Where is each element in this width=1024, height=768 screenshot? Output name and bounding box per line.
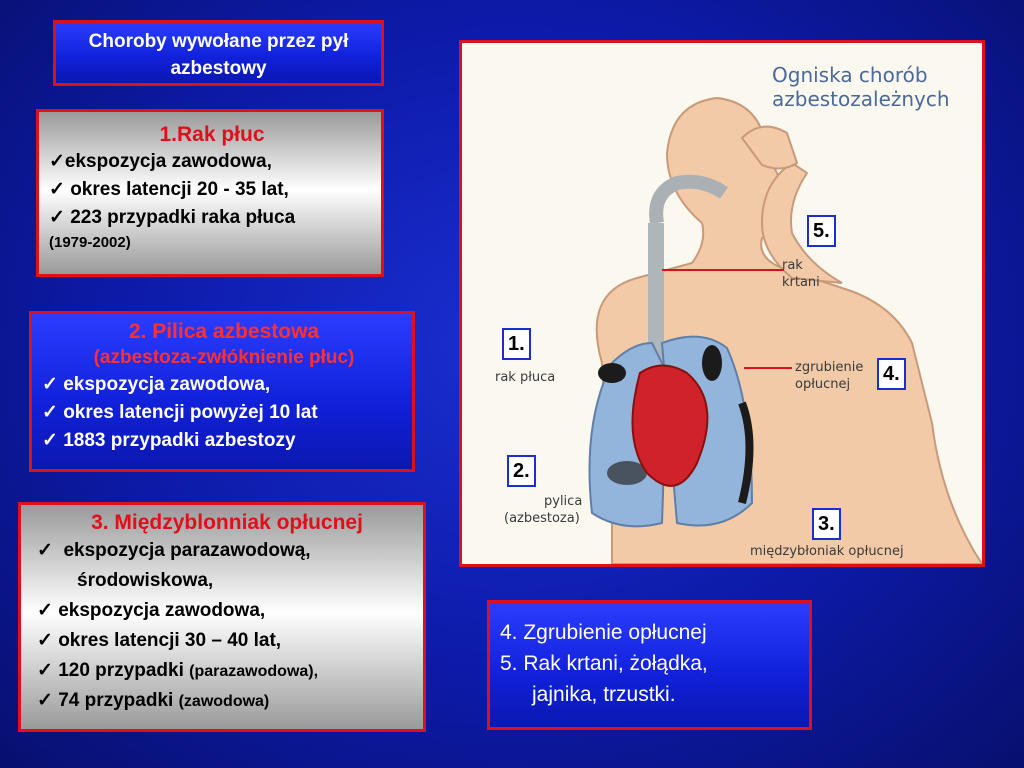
pleural-thickening-line: 4. Zgrubienie opłucnej — [500, 621, 707, 644]
check-icon: ✓ — [37, 540, 53, 561]
lung-cancer-heading: 1.Rak płuc — [159, 123, 265, 146]
asbestosis-box — [29, 311, 415, 472]
anatomy-diagram — [459, 40, 985, 567]
lung-cancer-label: rak płuca — [495, 370, 556, 385]
check-icon: ✓ — [49, 207, 65, 228]
marker-2: 2. — [507, 455, 536, 487]
mesothelioma-label: międzybłoniak opłucnej — [750, 544, 904, 559]
list-item: ✓ okres latencji 30 – 40 lat, — [37, 630, 282, 651]
pleural-thickening-label: zgrubienie opłucnej — [795, 360, 864, 392]
check-icon: ✓ — [37, 600, 53, 621]
diagram-title: Ogniska chorób azbestozależnych — [772, 63, 950, 111]
check-icon: ✓ — [42, 402, 58, 423]
marker-3: 3. — [812, 508, 841, 540]
mesothelioma-heading: 3. Międzyblonniak opłucnej — [91, 511, 363, 534]
marker-4: 4. — [877, 358, 906, 390]
lung-cancer-box — [36, 109, 384, 277]
check-icon: ✓ — [37, 660, 53, 681]
list-item: ✓ 74 przypadki (zawodowa) — [37, 690, 270, 711]
other-diseases-box — [487, 600, 812, 730]
date-range-note: (1979-2002) — [49, 234, 131, 251]
marker-1: 1. — [502, 328, 531, 360]
list-item: ✓ 120 przypadki (parazawodowa), — [37, 660, 319, 681]
other-cancers-line-cont: jajnika, trzustki. — [532, 683, 676, 706]
check-icon: ✓ — [37, 690, 53, 711]
list-item: ✓ekspozycja zawodowa, — [49, 151, 272, 172]
check-icon: ✓ — [42, 374, 58, 395]
list-item: ✓ ekspozycja zawodowa, — [42, 374, 271, 395]
larynx-cancer-label: rak krtani — [782, 258, 820, 290]
asbestosis-label: pylica (azbestoza) — [504, 494, 583, 526]
check-icon: ✓ — [49, 179, 65, 200]
list-item: ✓ 1883 przypadki azbestozy — [42, 430, 296, 451]
human-torso-illustration — [462, 43, 982, 564]
list-item: ✓ ekspozycja parazawodową, — [37, 540, 311, 561]
other-cancers-line: 5. Rak krtani, żołądka, — [500, 652, 708, 675]
slide-title: Choroby wywołane przez pył azbestowy — [88, 31, 349, 79]
title-box — [53, 20, 384, 86]
list-item: ✓ okres latencji powyżej 10 lat — [42, 402, 318, 423]
marker-5: 5. — [807, 215, 836, 247]
mesothelioma-box — [18, 502, 426, 732]
check-icon: ✓ — [37, 630, 53, 651]
asbestosis-heading: 2. Pilica azbestowa — [128, 320, 320, 343]
check-icon: ✓ — [49, 151, 65, 172]
list-item: ✓ ekspozycja zawodowa, — [37, 600, 266, 621]
list-item-continuation: środowiskowa, — [77, 570, 214, 591]
list-item: ✓ 223 przypadki raka płuca — [49, 207, 296, 228]
asbestosis-subheading: (azbestoza-zwłóknienie płuc) — [93, 347, 355, 368]
check-icon: ✓ — [42, 430, 58, 451]
list-item: ✓ okres latencji 20 - 35 lat, — [49, 179, 289, 200]
